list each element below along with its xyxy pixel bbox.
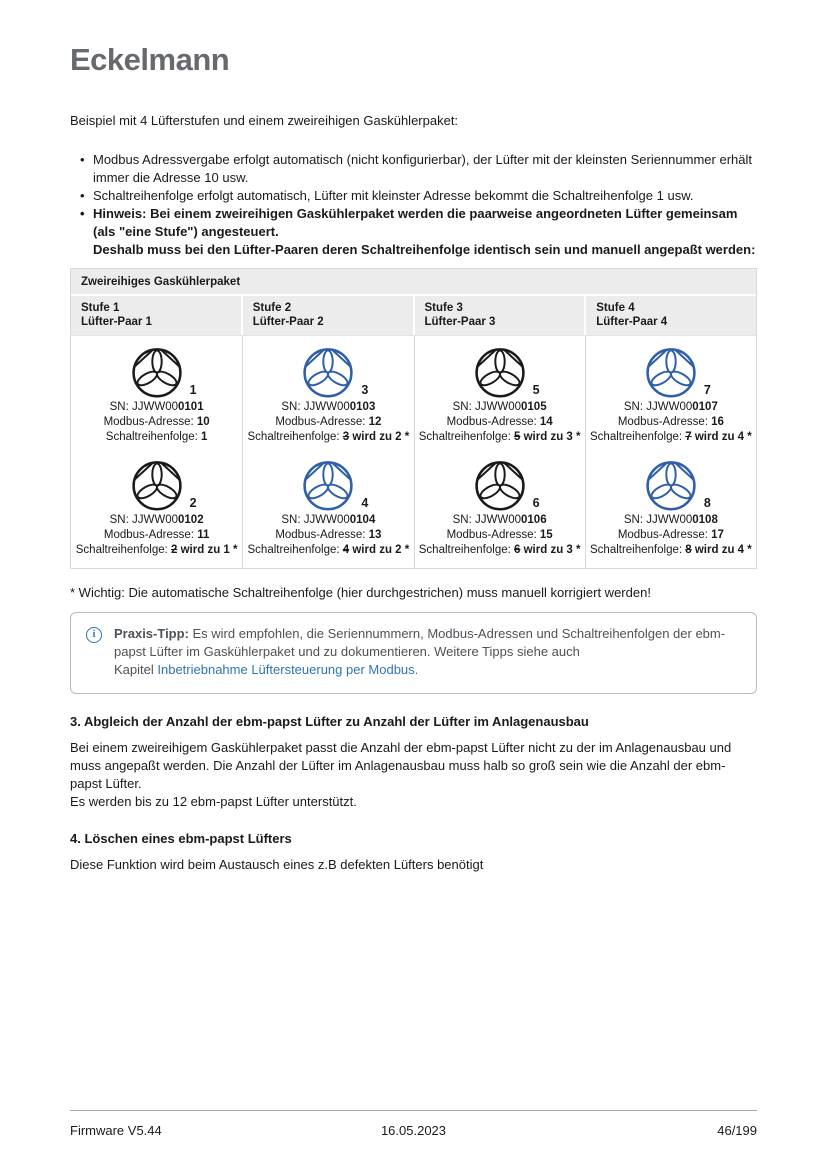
- fan-icon: [130, 457, 184, 511]
- fan-serial: SN: JJWW000108: [623, 514, 718, 526]
- fan-switch-order: Schaltreihenfolge: 1: [105, 431, 208, 443]
- fan-entry-8: [589, 457, 753, 558]
- header-stufe-2: [243, 296, 413, 335]
- fan-number: 4: [361, 496, 369, 510]
- bullet-marker: •: [80, 188, 85, 203]
- fan-entry-3: [246, 344, 410, 445]
- header-stufe-1: [71, 296, 241, 335]
- column-stufe-1: [71, 336, 242, 568]
- header-stufe-4: [586, 296, 756, 335]
- bullet-item-schaltreihenfolge: [80, 187, 757, 205]
- fan-icon: [130, 344, 184, 398]
- section-heading-3: 3. Abgleich der Anzahl der ebm-papst Lüfter zu Anzahl der Lüfter im Anlagenausbau: [70, 714, 589, 729]
- gaskuehlerpaket-table: [70, 268, 757, 569]
- paar-label: Lüfter-Paar 1: [81, 316, 152, 328]
- fan-switch-order: Schaltreihenfolge: 6 wird zu 3 *: [418, 544, 581, 556]
- info-icon: i: [86, 627, 102, 643]
- fan-number: 3: [361, 383, 369, 397]
- section-4-paragraph: Diese Funktion wird beim Austausch eines z.B defekten Lüfters benötigt: [70, 857, 484, 872]
- column-stufe-4: [585, 336, 756, 568]
- fan-switch-order: Schaltreihenfolge: 8 wird zu 4 *: [590, 544, 752, 556]
- hinweis-line-2: Deshalb muss bei den Lüfter-Paaren deren Schaltreihenfolge identisch sein und manuell angepaßt werden:: [93, 242, 756, 257]
- fan-number: 7: [703, 383, 711, 397]
- bullet-item-hinweis: [80, 205, 757, 259]
- fan-icon: [473, 457, 527, 511]
- bullet-text: [93, 205, 757, 259]
- hinweis-line-1: Hinweis: Bei einem zweireihigen Gaskühlerpaket werden die paarweise angeordneten Lüfter gemeinsam (als "eine Stufe") angesteuert.: [93, 206, 738, 239]
- fan-modbus-address: Modbus-Adresse: 11: [103, 529, 210, 541]
- fan-modbus-address: Modbus-Adresse: 16: [617, 416, 724, 428]
- column-stufe-3: [414, 336, 585, 568]
- fan-serial: SN: JJWW000102: [109, 514, 204, 526]
- stufe-label: Stufe 4: [596, 302, 635, 314]
- fan-icon: [301, 457, 355, 511]
- paar-label: Lüfter-Paar 4: [596, 316, 668, 328]
- fan-entry-6: [418, 457, 582, 558]
- link-inbetriebnahme-kapitel[interactable]: Inbetriebnahme Lüftersteuerung per Modbus.: [157, 662, 419, 677]
- fan-modbus-address: Modbus-Adresse: 10: [103, 416, 210, 428]
- fan-serial: SN: JJWW000107: [623, 401, 718, 413]
- fan-entry-1: [74, 344, 239, 445]
- fan-number: 5: [532, 383, 540, 397]
- fan-entry-5: [418, 344, 582, 445]
- fan-icon: [301, 344, 355, 398]
- fan-entry-4: [246, 457, 410, 558]
- column-stufe-2: [242, 336, 413, 568]
- fan-number: 8: [703, 496, 711, 510]
- fan-number: 6: [532, 496, 540, 510]
- bullet-text: Modbus Adressvergabe erfolgt automatisch (nicht konfigurierbar), der Lüfter mit der kleinsten Seriennummer erhält immer die Adresse 10 usw.: [93, 152, 752, 185]
- footer-firmware-version: Firmware V5.44: [70, 1123, 162, 1138]
- fan-switch-order: Schaltreihenfolge: 5 wird zu 3 *: [418, 431, 581, 443]
- fan-entry-2: [74, 457, 239, 558]
- footer-page-number: 46/199: [717, 1123, 757, 1138]
- praxis-tipp-box: [70, 612, 757, 694]
- fan-modbus-address: Modbus-Adresse: 14: [446, 416, 553, 428]
- header-stufe-3: [415, 296, 585, 335]
- bullet-item-modbus-address: [80, 151, 757, 187]
- fan-icon: [644, 457, 698, 511]
- stufe-label: Stufe 2: [252, 302, 292, 314]
- stufe-label: Stufe 1: [81, 302, 120, 314]
- section-heading-4: 4. Löschen eines ebm-papst Lüfters: [70, 831, 292, 846]
- table-body-row: [71, 335, 756, 568]
- fan-number: 1: [189, 383, 197, 397]
- fan-serial: SN: JJWW000105: [452, 401, 547, 413]
- fan-modbus-address: Modbus-Adresse: 15: [446, 529, 553, 541]
- fan-icon: [473, 344, 527, 398]
- table-header-row: [71, 296, 756, 335]
- eckelmann-logo: Eckelmann: [70, 42, 230, 77]
- fan-serial: SN: JJWW000103: [281, 401, 376, 413]
- fan-serial: SN: JJWW000104: [281, 514, 376, 526]
- fan-serial: SN: JJWW000106: [452, 514, 547, 526]
- footnote-wichtig: * Wichtig: Die automatische Schaltreihenfolge (hier durchgestrichen) muss manuell korrigiert werden!: [70, 585, 651, 600]
- fan-serial: SN: JJWW000101: [109, 401, 204, 413]
- fan-entry-7: [589, 344, 753, 445]
- page-footer: [70, 1110, 757, 1140]
- fan-switch-order: Schaltreihenfolge: 2 wird zu 1 *: [75, 544, 238, 556]
- paar-label: Lüfter-Paar 2: [252, 316, 324, 328]
- intro-text: Beispiel mit 4 Lüfterstufen und einem zweireihigen Gaskühlerpaket:: [70, 113, 459, 128]
- bullet-marker: •: [80, 152, 85, 167]
- bullet-marker: •: [80, 206, 85, 221]
- praxis-tipp-title: Praxis-Tipp:: [114, 626, 189, 641]
- fan-modbus-address: Modbus-Adresse: 17: [617, 529, 724, 541]
- table-caption: Zweireihiges Gaskühlerpaket: [71, 269, 756, 296]
- fan-number: 2: [189, 496, 197, 510]
- bullet-list: [70, 151, 757, 259]
- fan-switch-order: Schaltreihenfolge: 4 wird zu 2 *: [247, 544, 410, 556]
- fan-icon: [644, 344, 698, 398]
- fan-modbus-address: Modbus-Adresse: 13: [275, 529, 382, 541]
- section-3-paragraph: Bei einem zweireihigem Gaskühlerpaket passt die Anzahl der ebm-papst Lüfter nicht zu der im Anlagenausbau und muss angepaßt werden. Die Anzahl der Lüfter im Anlagenausbau muss halb so groß sein wie die Anzahl der ebm-papst Lüfter. Es werden bis zu 12 ebm-papst Lüfter unterstützt.: [70, 740, 732, 809]
- paar-label: Lüfter-Paar 3: [424, 316, 496, 328]
- fan-switch-order: Schaltreihenfolge: 3 wird zu 2 *: [247, 431, 410, 443]
- fan-switch-order: Schaltreihenfolge: 7 wird zu 4 *: [590, 431, 752, 443]
- praxis-tipp-text: Praxis-Tipp: Es wird empfohlen, die Seriennummern, Modbus-Adressen und Schaltreihenfolgen der ebm-papst Lüfter im Gaskühlerpaket und zu dokumentieren. Weitere Tipps siehe auch Kapitel Inbetriebnahme Lüftersteuerung per Modbus.: [114, 626, 726, 677]
- fan-modbus-address: Modbus-Adresse: 12: [275, 416, 382, 428]
- bullet-text: Schaltreihenfolge erfolgt automatisch, Lüfter mit kleinster Adresse bekommt die Schaltreihenfolge 1 usw.: [93, 188, 694, 203]
- stufe-label: Stufe 3: [424, 302, 463, 314]
- footer-date: 16.05.2023: [380, 1123, 447, 1138]
